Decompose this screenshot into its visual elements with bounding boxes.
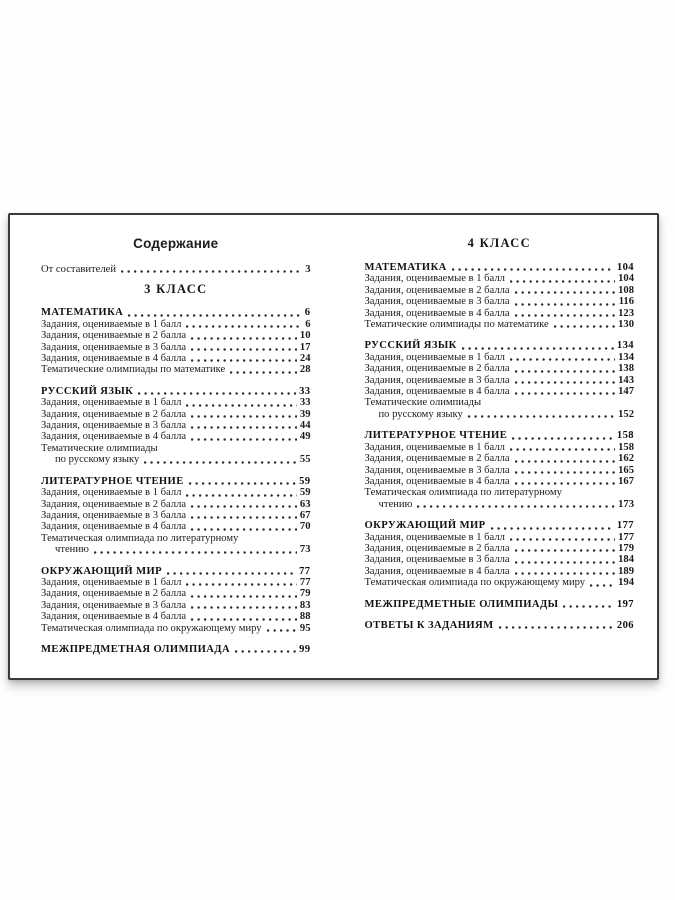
toc-entry xyxy=(365,308,635,319)
toc-sections-left xyxy=(41,307,311,655)
dot-leader xyxy=(186,494,296,497)
dot-leader xyxy=(191,505,297,508)
dot-leader xyxy=(510,280,615,283)
toc-section xyxy=(41,566,311,634)
toc-entry xyxy=(41,544,311,555)
dot-leader xyxy=(417,505,615,508)
toc-section-title-row xyxy=(41,307,311,318)
toc-entry-page: 70 xyxy=(299,521,311,533)
toc-entry xyxy=(365,386,635,397)
toc-entry xyxy=(41,521,311,532)
toc-entry-label: Задания, оцениваемые в 3 балла xyxy=(41,341,187,353)
toc-column-left xyxy=(41,236,311,678)
toc-entry-page: 116 xyxy=(618,296,634,308)
toc-entry-page: 134 xyxy=(616,340,634,352)
toc-entry-label: МАТЕМАТИКА xyxy=(41,307,124,319)
toc-entry-label: Тематическая олимпиада по окружающему миру xyxy=(41,622,262,634)
toc-entry xyxy=(365,296,635,307)
page-title: Содержание xyxy=(133,236,219,251)
toc-entry-label: Задания, оцениваемые в 2 балла xyxy=(41,330,187,342)
toc-entry-page: 59 xyxy=(299,487,311,499)
dot-leader xyxy=(191,595,297,598)
dot-leader xyxy=(235,650,296,653)
toc-entry-label: Задания, оцениваемые в 2 балла xyxy=(41,498,187,510)
toc-entry xyxy=(365,285,635,296)
toc-entry-page: 167 xyxy=(618,475,634,487)
toc-entry-label: Задания, оцениваемые в 4 балла xyxy=(364,307,510,319)
toc-entry-label: Задания, оцениваемые в 2 балла xyxy=(364,542,510,554)
toc-entry-label: Задания, оцениваемые в 3 балла xyxy=(364,464,510,476)
toc-entry-label: Тематическая олимпиада по литературному xyxy=(41,532,239,544)
dot-leader xyxy=(191,528,297,531)
toc-entry-page: 104 xyxy=(618,273,634,285)
toc-entry-label: по русскому языку xyxy=(378,408,463,420)
toc-entry-label: Задания, оцениваемые в 2 балла xyxy=(364,363,510,375)
toc-entry-label: Задания, оцениваемые в 4 балла xyxy=(41,611,187,623)
toc-entry-page: 28 xyxy=(299,364,311,376)
grade-heading-4-klass: 4 КЛАСС xyxy=(467,236,531,250)
toc-entry-label: ОКРУЖАЮЩИЙ МИР xyxy=(41,565,163,577)
dot-leader xyxy=(515,460,615,463)
toc-entry-page: 152 xyxy=(618,408,634,420)
toc-entry xyxy=(365,577,635,588)
toc-entry-page: 197 xyxy=(616,598,634,610)
toc-entry-label: Задания, оцениваемые в 1 балл xyxy=(41,318,182,330)
toc-entry xyxy=(365,487,635,498)
toc-entry-label: Задания, оцениваемые в 2 балла xyxy=(41,408,187,420)
dot-leader xyxy=(191,415,297,418)
toc-entry-page: 77 xyxy=(299,565,311,577)
toc-section xyxy=(41,386,311,466)
toc-entry xyxy=(41,409,311,420)
toc-entry xyxy=(365,499,635,510)
toc-entry-page: 108 xyxy=(618,284,634,296)
dot-leader xyxy=(167,572,296,575)
toc-entry xyxy=(41,499,311,510)
dot-leader xyxy=(462,347,614,350)
toc-entry xyxy=(365,363,635,374)
toc-entry-label: Задания, оцениваемые в 3 балла xyxy=(364,554,510,566)
toc-entry xyxy=(365,319,635,330)
dot-leader xyxy=(121,270,302,273)
toc-entry-page: 158 xyxy=(618,441,634,453)
toc-entry-label: Тематические олимпиады по математике xyxy=(41,364,226,376)
dot-leader xyxy=(515,471,615,474)
toc-entry-page: 194 xyxy=(618,577,634,589)
dot-leader xyxy=(510,358,615,361)
toc-entry xyxy=(365,375,635,386)
toc-entry xyxy=(41,600,311,611)
toc-section-title-row xyxy=(365,599,635,610)
toc-entry xyxy=(41,319,311,330)
toc-entry-label: Задания, оцениваемые в 3 балла xyxy=(364,374,510,386)
toc-entry-page: 33 xyxy=(299,385,311,397)
toc-entry-page: 6 xyxy=(305,318,311,330)
toc-entry-page: 189 xyxy=(618,565,634,577)
dot-leader xyxy=(128,314,302,317)
toc-section-title-row xyxy=(41,566,311,577)
toc-entry-label: Задания, оцениваемые в 3 балла xyxy=(41,420,187,432)
toc-entry-page: 24 xyxy=(299,353,311,365)
toc-entry-label: Задания, оцениваемые в 4 балла xyxy=(41,431,187,443)
toc-entry-label: чтению xyxy=(55,544,89,556)
toc-entry-label: Задания, оцениваемые в 3 балла xyxy=(41,599,187,611)
toc-entry xyxy=(41,487,311,498)
dot-leader xyxy=(138,392,296,395)
toc-entry-label: Тематические олимпиады xyxy=(364,397,482,409)
dot-leader xyxy=(186,583,296,586)
toc-entry-label: МЕЖПРЕДМЕТНАЯ ОЛИМПИАДА xyxy=(41,643,231,655)
grade-heading-3-klass: 3 КЛАСС xyxy=(144,282,208,297)
toc-section xyxy=(365,520,635,588)
toc-entry-page: 6 xyxy=(304,307,311,319)
toc-section-title-row xyxy=(365,340,635,351)
toc-entry xyxy=(41,611,311,622)
dot-leader xyxy=(590,584,615,587)
toc-entry-label: Задания, оцениваемые в 4 балла xyxy=(41,353,187,365)
toc-entry-label: МАТЕМАТИКА xyxy=(364,262,447,273)
toc-entry-page: 63 xyxy=(299,498,311,510)
toc-entry xyxy=(41,443,311,454)
dot-leader xyxy=(191,438,297,441)
toc-entry xyxy=(365,554,635,565)
toc-entry-page: 95 xyxy=(299,622,311,634)
dot-leader xyxy=(499,626,614,629)
toc-entry-label: РУССКИЙ ЯЗЫК xyxy=(41,385,134,397)
toc-entry xyxy=(41,533,311,544)
toc-entry-label: Задания, оцениваемые в 1 балл xyxy=(364,351,505,363)
toc-entry-page: 83 xyxy=(299,599,311,611)
toc-entry xyxy=(365,273,635,284)
toc-entry xyxy=(41,454,311,465)
toc-entry-label: ОТВЕТЫ К ЗАДАНИЯМ xyxy=(364,619,494,631)
toc-entry-label: Тематическая олимпиада по окружающему миру xyxy=(364,577,586,589)
toc-entry-page: 59 xyxy=(299,475,311,487)
toc-entry-label: Задания, оцениваемые в 3 балла xyxy=(364,296,510,308)
toc-entry-label: Задания, оцениваемые в 4 балла xyxy=(364,386,510,398)
toc-entry-page: 17 xyxy=(299,341,311,353)
dot-leader xyxy=(230,371,297,374)
toc-entry xyxy=(41,510,311,521)
dot-leader xyxy=(191,618,297,621)
toc-entry xyxy=(41,420,311,431)
toc-section xyxy=(41,644,311,655)
toc-entry-page: 67 xyxy=(299,509,311,521)
dot-leader xyxy=(515,291,615,294)
toc-entry-page: 162 xyxy=(618,453,634,465)
dot-leader xyxy=(515,392,615,395)
toc-entry-front-matter xyxy=(41,264,311,275)
toc-entry-label: МЕЖПРЕДМЕТНЫЕ ОЛИМПИАДЫ xyxy=(364,598,559,610)
toc-entry-page: 10 xyxy=(299,330,311,342)
dot-leader xyxy=(515,482,615,485)
toc-entry-page: 206 xyxy=(616,619,634,631)
dot-leader xyxy=(515,572,615,575)
toc-entry-label: Задания, оцениваемые в 3 балла xyxy=(41,509,187,521)
toc-section xyxy=(365,262,635,330)
dot-leader xyxy=(515,381,615,384)
toc-sections-right xyxy=(365,262,635,631)
toc-entry xyxy=(365,397,635,408)
toc-entry-page: 88 xyxy=(299,611,311,623)
toc-entry xyxy=(41,342,311,353)
toc-entry-page: 158 xyxy=(616,430,634,442)
toc-entry xyxy=(365,409,635,420)
toc-entry-page: 134 xyxy=(618,351,634,363)
toc-entry-page: 77 xyxy=(299,576,311,588)
dot-leader xyxy=(452,268,614,271)
dot-leader xyxy=(267,629,297,632)
toc-entry xyxy=(365,352,635,363)
toc-entry-page: 143 xyxy=(618,374,634,386)
dot-leader xyxy=(191,426,297,429)
dot-leader xyxy=(94,551,297,554)
toc-entry-page: 130 xyxy=(618,319,634,331)
toc-entry xyxy=(41,588,311,599)
toc-entry-label: Задания, оцениваемые в 1 балл xyxy=(364,531,505,543)
toc-section xyxy=(365,430,635,510)
dot-leader xyxy=(191,516,297,519)
toc-entry-label: Задания, оцениваемые в 1 балл xyxy=(41,576,182,588)
toc-entry-page: 73 xyxy=(299,544,311,556)
toc-section xyxy=(41,307,311,375)
toc-section-title-row xyxy=(365,262,635,273)
dot-leader xyxy=(554,325,615,328)
toc-entry-label: Задания, оцениваемые в 2 балла xyxy=(364,284,510,296)
dot-leader xyxy=(515,370,615,373)
toc-entry-page: 49 xyxy=(299,431,311,443)
toc-entry-page: 44 xyxy=(299,420,311,432)
dot-leader xyxy=(191,606,297,609)
toc-entry-page: 39 xyxy=(299,408,311,420)
toc-entry xyxy=(365,532,635,543)
dot-leader xyxy=(468,415,615,418)
toc-section-title-row xyxy=(365,430,635,441)
toc-entry xyxy=(41,431,311,442)
dot-leader xyxy=(515,561,615,564)
dot-leader xyxy=(191,348,297,351)
toc-entry-label: Задания, оцениваемые в 1 балл xyxy=(364,273,505,285)
toc-entry-label: От составителей xyxy=(41,264,117,275)
toc-entry-label: Задания, оцениваемые в 2 балла xyxy=(41,588,187,600)
toc-entry-label: Задания, оцениваемые в 4 балла xyxy=(364,475,510,487)
book-page xyxy=(8,213,659,680)
toc-section-title-row xyxy=(365,520,635,531)
toc-entry-label: ЛИТЕРАТУРНОЕ ЧТЕНИЕ xyxy=(41,475,184,487)
dot-leader xyxy=(510,538,615,541)
toc-section xyxy=(365,599,635,610)
dot-leader xyxy=(515,314,615,317)
dot-leader xyxy=(512,437,614,440)
toc-section xyxy=(41,476,311,556)
toc-entry-label: Тематическая олимпиада по литературному xyxy=(364,487,562,499)
dot-leader xyxy=(563,605,613,608)
toc-entry xyxy=(41,364,311,375)
dot-leader xyxy=(491,527,614,530)
toc-entry xyxy=(365,453,635,464)
toc-entry-page: 33 xyxy=(299,397,311,409)
toc-entry xyxy=(365,543,635,554)
toc-section xyxy=(365,340,635,420)
toc-entry-label: Задания, оцениваемые в 4 балла xyxy=(41,521,187,533)
toc-entry-label: Задания, оцениваемые в 4 балла xyxy=(364,565,510,577)
toc-entry-label: Тематические олимпиады по математике xyxy=(364,319,549,331)
dot-leader xyxy=(191,359,297,362)
toc-section xyxy=(365,620,635,631)
toc-entry-label: РУССКИЙ ЯЗЫК xyxy=(364,340,457,352)
toc-entry-page: 177 xyxy=(618,531,634,543)
dot-leader xyxy=(186,404,296,407)
toc-entry-label: ОКРУЖАЮЩИЙ МИР xyxy=(364,520,486,532)
toc-entry-page: 123 xyxy=(618,307,634,319)
toc-entry xyxy=(41,623,311,634)
dot-leader xyxy=(191,337,297,340)
toc-section-title-row xyxy=(41,644,311,655)
toc-entry-label: ЛИТЕРАТУРНОЕ ЧТЕНИЕ xyxy=(364,430,508,442)
toc-column-right xyxy=(365,236,635,678)
toc-entry xyxy=(365,476,635,487)
toc-entry xyxy=(41,397,311,408)
toc-entry-page: 177 xyxy=(616,520,634,532)
toc-entry-label: Задания, оцениваемые в 1 балл xyxy=(41,487,182,499)
toc-entry-label: Задания, оцениваемые в 1 балл xyxy=(364,441,505,453)
toc-entry-page: 79 xyxy=(299,588,311,600)
dot-leader xyxy=(189,482,296,485)
toc-section-title-row xyxy=(41,476,311,487)
toc-entry-page: 138 xyxy=(618,363,634,375)
toc-entry-label: Задания, оцениваемые в 1 балл xyxy=(41,397,182,409)
toc-entry-page: 3 xyxy=(305,264,311,275)
toc-entry-label: по русскому языку xyxy=(55,454,140,466)
toc-entry xyxy=(41,577,311,588)
dot-leader xyxy=(144,461,297,464)
dot-leader xyxy=(515,303,616,306)
toc-section-title-row xyxy=(41,386,311,397)
toc-entry-page: 173 xyxy=(618,498,634,510)
dot-leader xyxy=(510,448,615,451)
toc-entry xyxy=(365,566,635,577)
toc-entry xyxy=(41,330,311,341)
toc-entry-page: 147 xyxy=(618,386,634,398)
toc-entry-page: 99 xyxy=(299,643,311,655)
toc-entry-page: 55 xyxy=(299,454,311,466)
toc-entry-page: 104 xyxy=(616,262,634,273)
toc-entry-label: Тематические олимпиады xyxy=(41,442,158,454)
toc-entry-label: Задания, оцениваемые в 2 балла xyxy=(364,453,510,465)
dot-leader xyxy=(515,549,615,552)
dot-leader xyxy=(186,325,302,328)
toc-entry-page: 184 xyxy=(618,554,634,566)
toc-entry-page: 165 xyxy=(618,464,634,476)
toc-entry-page: 179 xyxy=(618,542,634,554)
toc-entry xyxy=(365,442,635,453)
toc-section-title-row xyxy=(365,620,635,631)
toc-entry xyxy=(41,353,311,364)
toc-entry-label: чтению xyxy=(378,498,413,510)
toc-entry xyxy=(365,465,635,476)
